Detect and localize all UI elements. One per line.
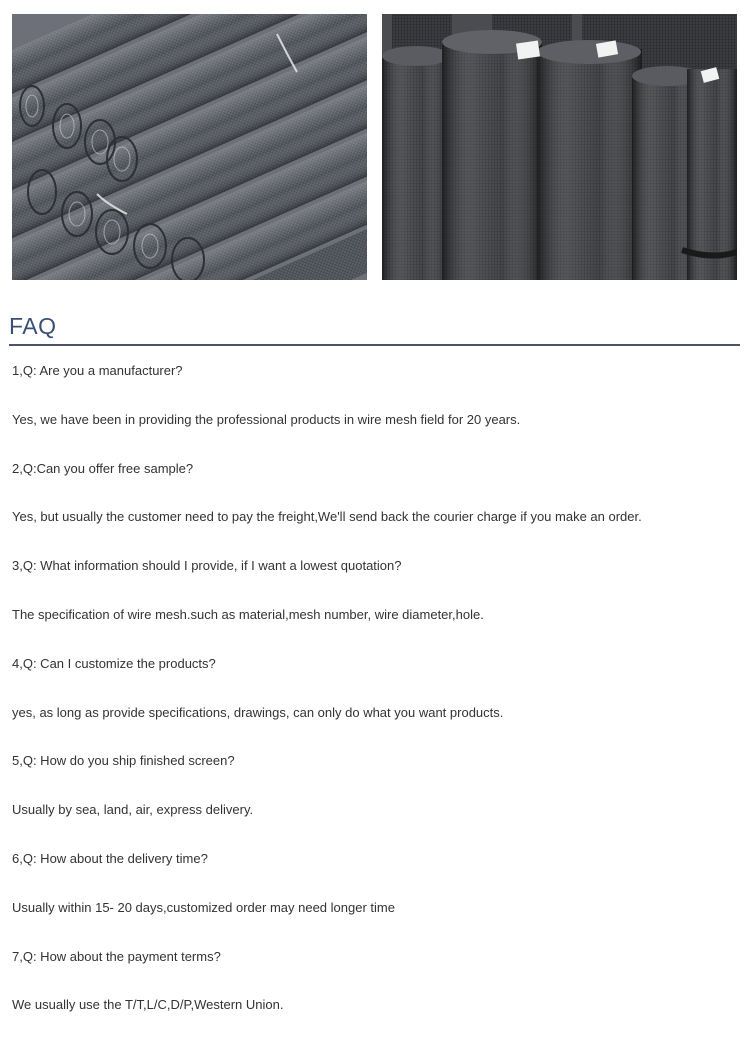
faq-answer-3: The specification of wire mesh.such as material,mesh number, wire diameter,hole. (12, 606, 484, 622)
faq-question-7: 7,Q: How about the payment terms? (12, 948, 221, 964)
product-photo-upright-rolls (382, 14, 737, 280)
faq-answer-1: Yes, we have been in providing the professional products in wire mesh field for 20 years. (12, 411, 521, 427)
faq-question-1: 1,Q: Are you a manufacturer? (12, 363, 183, 378)
faq-list (12, 362, 740, 1045)
faq-question-3: 3,Q: What information should I provide, if I want a lowest quotation? (12, 558, 402, 574)
faq-question-5: 5,Q: How do you ship finished screen? (12, 753, 235, 769)
faq-answer-6: Usually within 15- 20 days,customized order may need longer time (12, 899, 395, 915)
faq-answer-4: yes, as long as provide specifications, drawings, can only do what you want products. (12, 704, 504, 720)
upright-rolls-image (382, 14, 737, 280)
faq-question-6: 6,Q: How about the delivery time? (12, 850, 208, 866)
faq-question-2: 2,Q:Can you offer free sample? (12, 460, 194, 476)
product-photo-stacked-rolls (12, 14, 367, 280)
faq-heading: FAQ (9, 313, 57, 339)
faq-divider (9, 344, 740, 346)
stacked-rolls-image (12, 14, 367, 280)
faq-answer-2: Yes, but usually the customer need to pay the freight,We'll send back the courier charge if you make an order. (12, 509, 642, 525)
faq-answer-5: Usually by sea, land, air, express delivery. (12, 802, 254, 818)
faq-question-4: 4,Q: Can I customize the products? (12, 655, 216, 671)
faq-answer-7: We usually use the T/T,L/C,D/P,Western Union. (12, 997, 284, 1013)
